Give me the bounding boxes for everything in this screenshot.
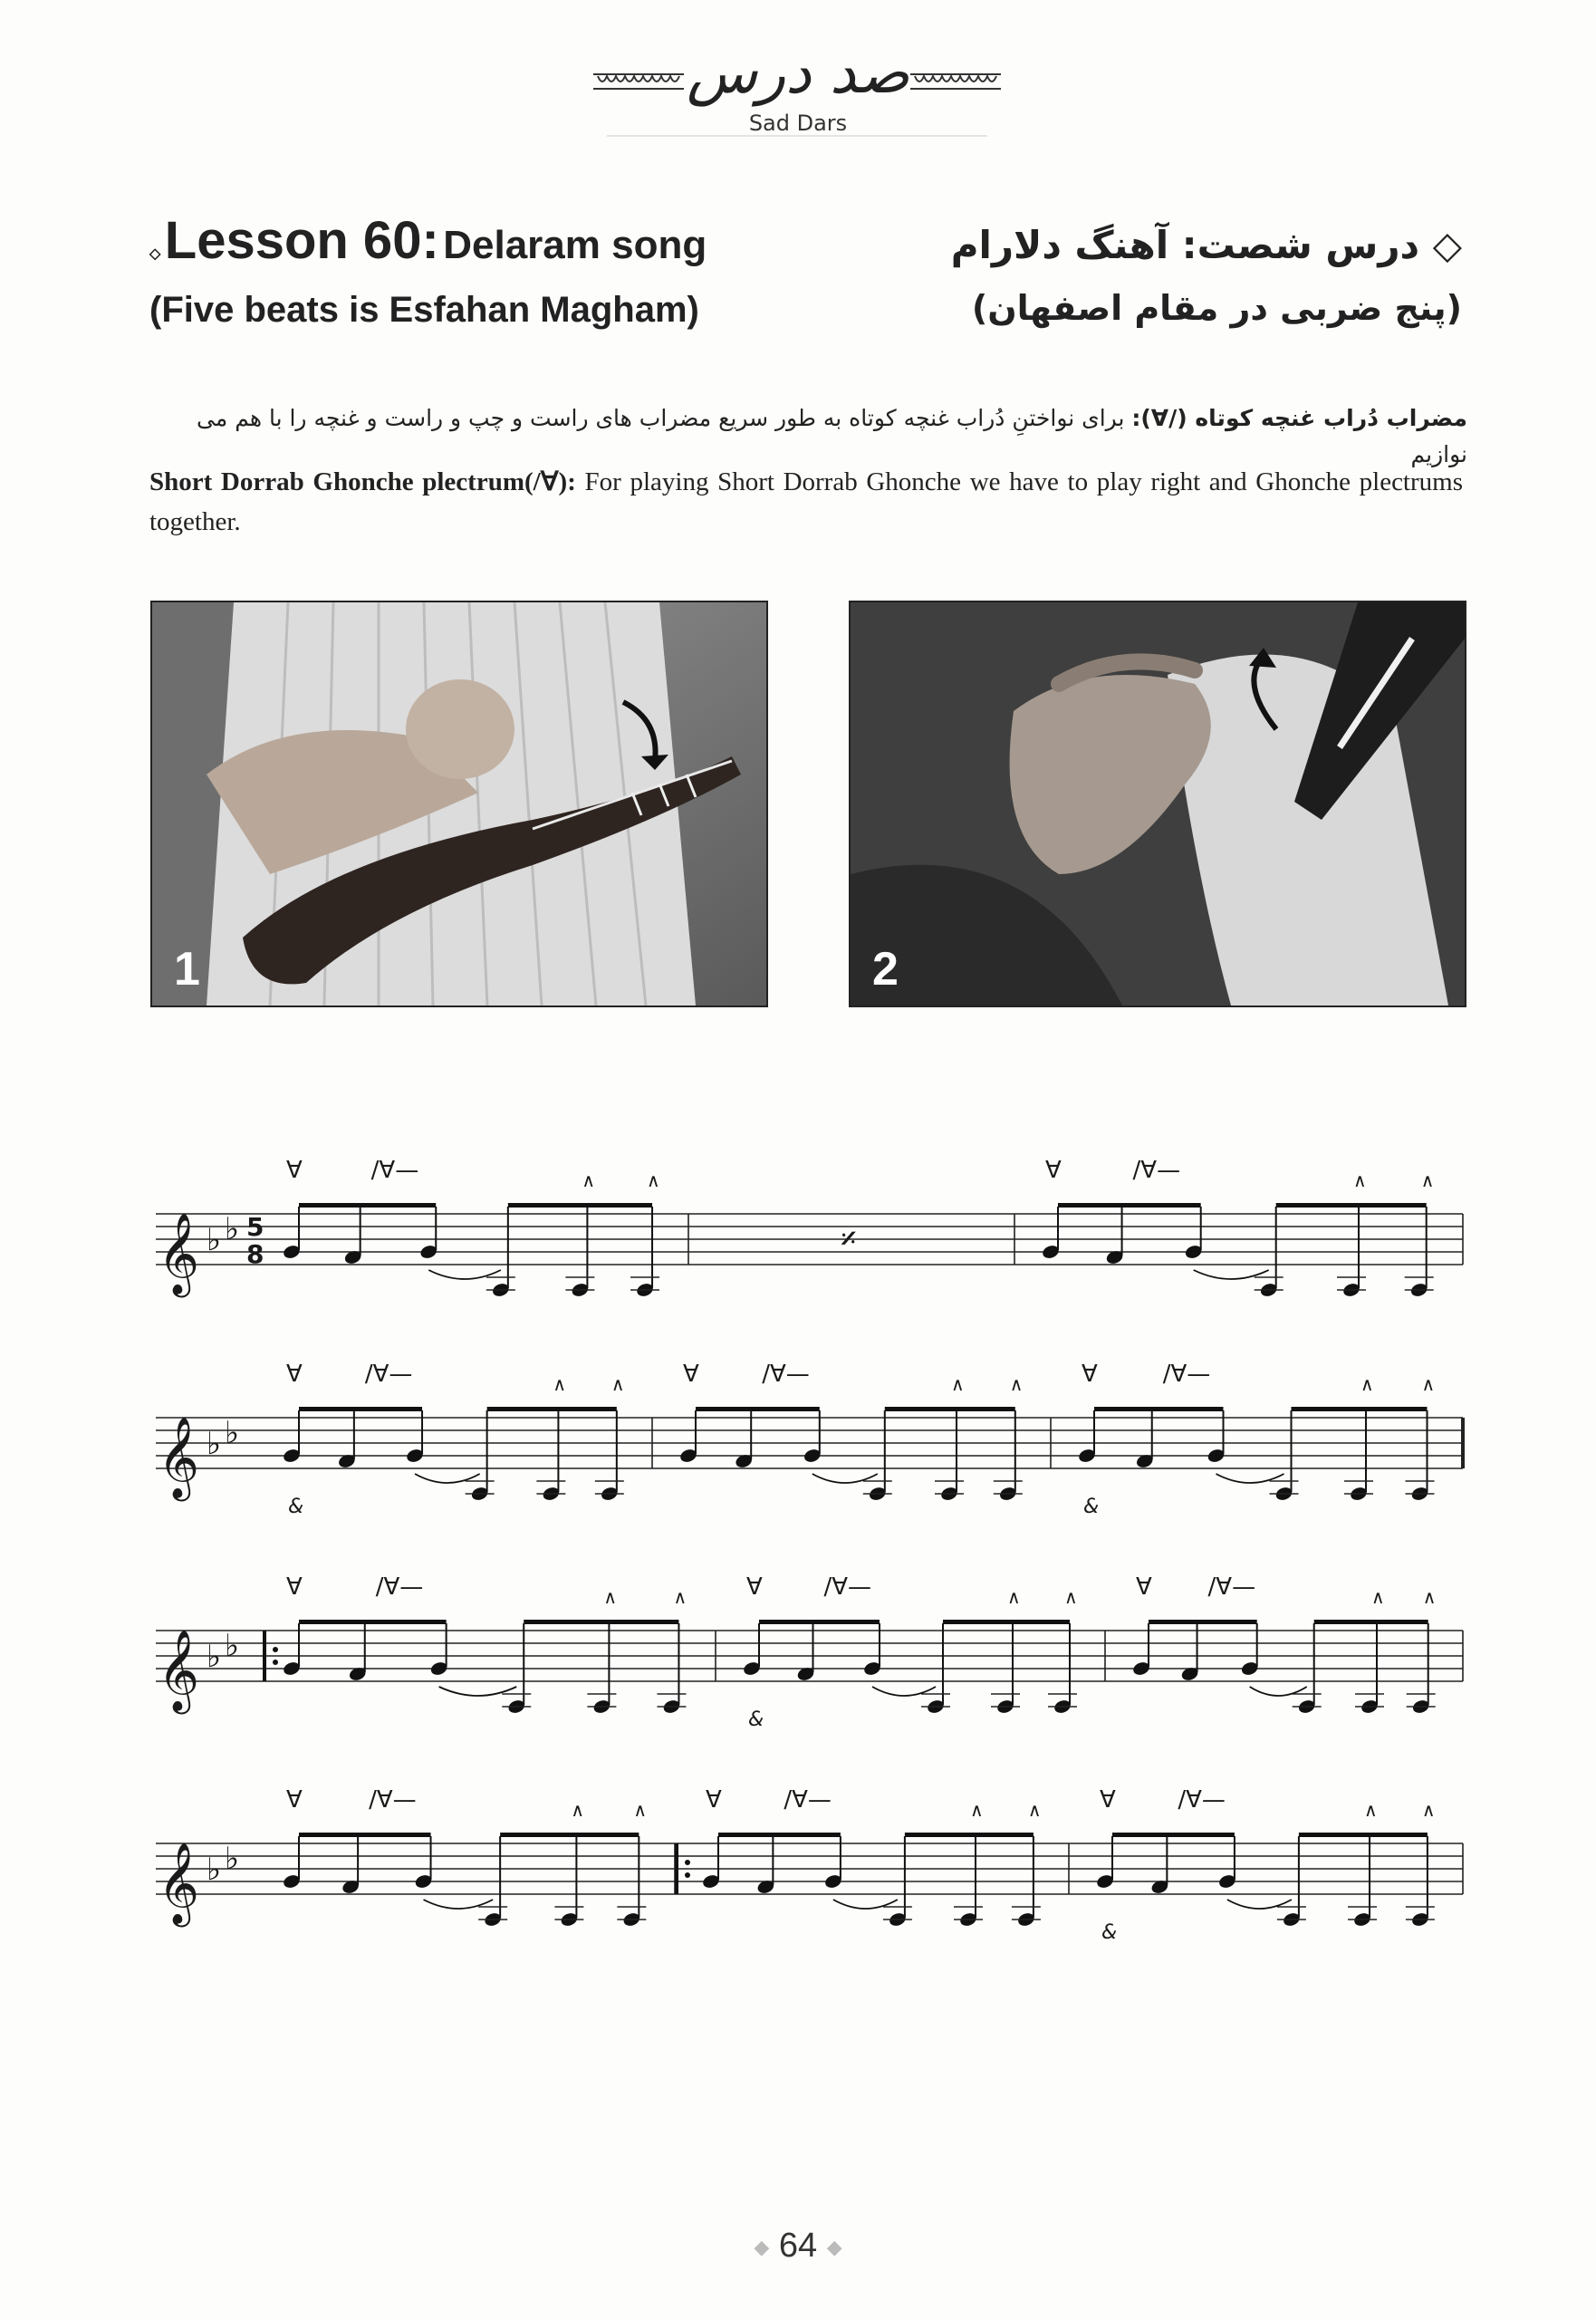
up-plectrum-mark: ∧ [1421,1799,1436,1821]
beam [508,1203,652,1208]
lesson-label: Lesson 60: [164,211,439,270]
staff-system [156,1361,1463,1518]
down-plectrum-mark: ∀ [286,1157,303,1184]
lesson-title-fa-text: درس شصت: آهنگ دلارام [950,223,1420,267]
up-plectrum-mark: ∧ [1007,1586,1021,1608]
repeat-dot [685,1872,690,1878]
ghonche-mark: & [1101,1921,1118,1944]
dorrab-plectrum-mark: /∀— [364,1361,413,1388]
dorrab-plectrum-mark: /∀— [762,1361,810,1388]
up-plectrum-mark: ∧ [553,1373,567,1395]
diamond-right-icon: ◆ [826,2235,842,2258]
beam [500,1833,639,1837]
ghonche-mark: & [748,1708,764,1731]
beam [524,1620,678,1624]
flat-icon: ♭ [225,1841,240,1877]
flat-icon: ♭ [207,1852,222,1888]
up-plectrum-mark: ∧ [1064,1586,1078,1608]
dorrab-plectrum-mark: /∀— [370,1157,419,1184]
beam [299,1620,447,1624]
beam [487,1407,617,1411]
beam [1149,1620,1257,1624]
up-plectrum-mark: ∧ [1027,1799,1042,1821]
repeat-dot [685,1860,690,1865]
down-plectrum-mark: ∀ [1100,1786,1116,1814]
repeat-dot [273,1647,278,1652]
up-plectrum-mark: ∧ [571,1799,585,1821]
flat-icon: ♭ [207,1639,222,1675]
treble-clef-icon: 𝄞 [158,1843,200,1924]
down-plectrum-mark: ∀ [1082,1361,1098,1388]
beam [905,1833,1034,1837]
beam [1276,1203,1427,1208]
flat-icon: ♭ [225,1628,240,1664]
lesson-subtitle-fa: (پنج ضربی در مقام اصفهان) [971,288,1462,328]
photo-plectrum-1 [150,601,768,1007]
diamond-icon: ◇ [149,246,161,262]
page-number [0,2227,1596,2266]
dorrab-plectrum-mark: /∀— [375,1573,424,1601]
dorrab-plectrum-mark: /∀— [1178,1786,1226,1814]
up-plectrum-mark: ∧ [1422,1586,1437,1608]
time-signature-top: 5 [246,1212,264,1242]
up-plectrum-mark: ∧ [1353,1169,1367,1191]
instruction-en-text: For playing Short Dorrab Ghonche we have to play right and Ghonche plectrums together. [149,467,1463,536]
brand-title-fa: صد درس [687,40,909,107]
dorrab-plectrum-mark: /∀— [823,1573,872,1601]
lesson-song-name: Delaram song [443,223,707,267]
up-plectrum-mark: ∧ [647,1169,660,1191]
down-plectrum-mark: ∀ [746,1573,763,1601]
beam [1299,1833,1428,1837]
up-plectrum-mark: ∧ [1364,1799,1378,1821]
treble-clef-icon: 𝄞 [158,1630,200,1711]
instruction-fa-label: مضراب دُراب غنچه کوتاه (/∀): [1131,405,1467,431]
photo-number: 2 [872,943,899,996]
photo-number: 1 [174,943,200,996]
lesson-title-fa [951,223,1462,267]
up-plectrum-mark: ∧ [970,1799,984,1821]
down-plectrum-mark: ∀ [1136,1573,1152,1601]
flat-icon: ♭ [207,1426,222,1462]
repeat-barline [675,1843,678,1894]
beam [299,1407,422,1411]
lesson-subtitle-en: (Five beats is Esfahan Magham) [149,290,699,330]
up-plectrum-mark: ∧ [951,1373,965,1395]
instruction-en [149,462,1463,542]
up-plectrum-mark: ∧ [611,1373,625,1395]
photo-plectrum-2 [849,601,1466,1007]
up-plectrum-mark: ∧ [1009,1373,1024,1395]
beam [718,1833,841,1837]
beam [1058,1203,1201,1208]
time-signature-bottom: 8 [246,1239,264,1269]
beam [1112,1833,1235,1837]
beam [1094,1407,1224,1411]
page-number-value: 64 [778,2227,818,2265]
up-plectrum-mark: ∧ [603,1586,618,1608]
up-plectrum-mark: ∧ [1421,1373,1436,1395]
down-plectrum-mark: ∀ [683,1361,699,1388]
music-score [0,1123,1596,2120]
staff-system [156,1786,1463,1944]
instruction-en-label: Short Dorrab Ghonche plectrum(/∀): [149,467,576,496]
repeat-barline [263,1631,266,1681]
ghonche-mark: & [1083,1496,1100,1518]
repeat-dot [273,1660,278,1665]
brand-title-en: Sad Dars [748,111,848,136]
flat-icon: ♭ [207,1222,222,1258]
beam [943,1620,1070,1624]
flat-icon: ♭ [225,1211,240,1247]
down-plectrum-mark: ∀ [286,1573,303,1601]
up-plectrum-mark: ∧ [1420,1169,1435,1191]
beam [759,1620,880,1624]
instruction-fa-text: برای نواختنِ دُراب غنچه کوتاه به طور سریع مضراب های راست و چپ و راست و غنچه را با هم می نوازیم [197,405,1467,467]
up-plectrum-mark: ∧ [1371,1586,1385,1608]
beam [299,1203,436,1208]
beam [299,1833,431,1837]
down-plectrum-mark: ∀ [706,1786,722,1814]
beam [885,1407,1015,1411]
ghonche-mark: & [288,1496,304,1518]
lesson-title-en [149,210,707,271]
beam [1292,1407,1428,1411]
down-plectrum-mark: ∀ [1045,1157,1062,1184]
dorrab-plectrum-mark: /∀— [1162,1361,1211,1388]
up-plectrum-mark: ∧ [1360,1373,1374,1395]
beam [696,1407,820,1411]
up-plectrum-mark: ∧ [633,1799,647,1821]
dorrab-plectrum-mark: /∀— [784,1786,832,1814]
treble-clef-icon: 𝄞 [158,1213,200,1294]
down-plectrum-mark: ∀ [286,1786,303,1814]
dorrab-plectrum-mark: /∀— [1132,1157,1181,1184]
dorrab-plectrum-mark: /∀— [369,1786,417,1814]
staff-system [156,1573,1463,1731]
treble-clef-icon: 𝄞 [158,1417,200,1498]
up-plectrum-mark: ∧ [673,1586,687,1608]
diamond-icon-fa: ◇ [1432,223,1462,267]
dorrab-plectrum-mark: /∀— [1207,1573,1256,1601]
flat-icon: ♭ [225,1415,240,1451]
beam [1314,1620,1428,1624]
down-plectrum-mark: ∀ [286,1361,303,1388]
staff-system [156,1157,1463,1298]
diamond-left-icon: ◆ [754,2235,770,2258]
measure-repeat-icon: 𝄎 [841,1221,857,1258]
up-plectrum-mark: ∧ [582,1169,596,1191]
